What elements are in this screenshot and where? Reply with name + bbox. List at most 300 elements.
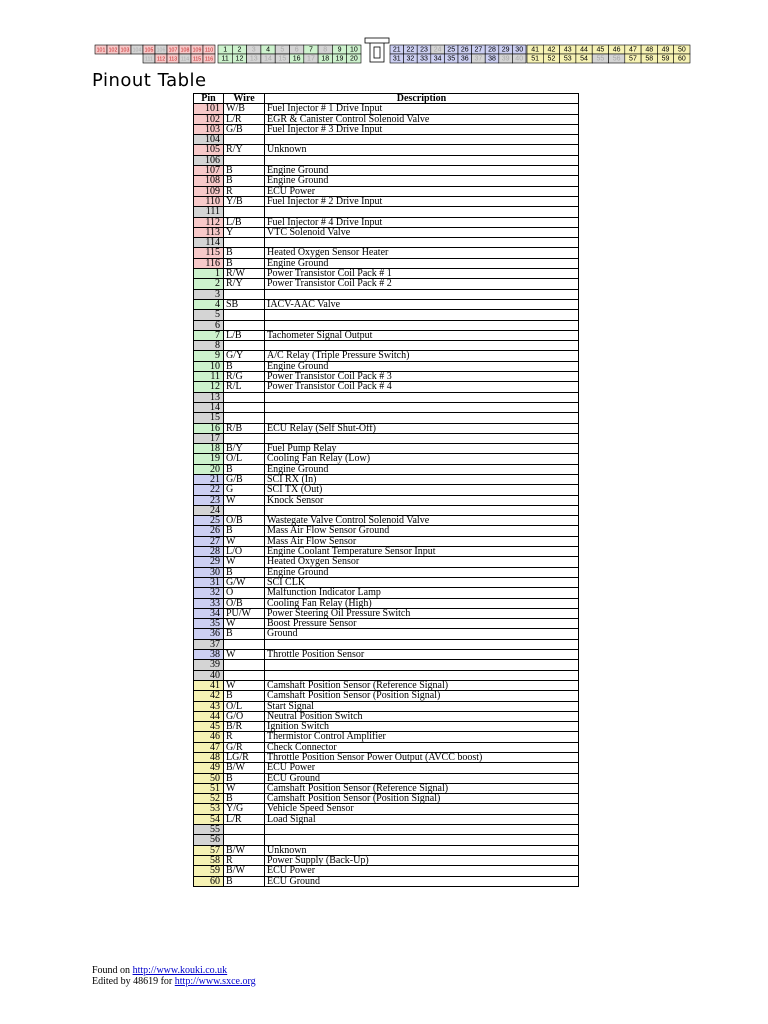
footer-found-text: Found on <box>92 965 133 976</box>
description-cell: SCI CLK <box>265 577 579 587</box>
description-cell: Tachometer Signal Output <box>265 330 579 340</box>
table-row <box>194 814 579 824</box>
description-cell: Unknown <box>265 845 579 855</box>
pin-cell: 35 <box>194 619 224 629</box>
description-cell: Engine Ground <box>265 258 579 268</box>
connector-pin-label: 105 <box>144 47 154 54</box>
wire-cell: LG/R <box>224 753 265 763</box>
pin-cell: 27 <box>194 536 224 546</box>
description-cell: Power Steering Oil Pressure Switch <box>265 608 579 618</box>
connector-pin-label: 5 <box>280 46 285 54</box>
connector-pin-label: 102 <box>108 47 118 54</box>
connector-pin-label: 2 <box>237 46 242 54</box>
table-row <box>194 670 579 680</box>
pin-cell: 30 <box>194 567 224 577</box>
pin-cell: 6 <box>194 320 224 330</box>
table-row <box>194 413 579 423</box>
description-cell: Cooling Fan Relay (High) <box>265 598 579 608</box>
connector-pin-label: 44 <box>580 46 588 54</box>
pin-cell: 16 <box>194 423 224 433</box>
table-row <box>194 382 579 392</box>
table-row <box>194 485 579 495</box>
table-row <box>194 279 579 289</box>
connector-pin-label: 42 <box>547 46 556 54</box>
connector-pin-label: 30 <box>515 46 524 54</box>
description-cell: Load Signal <box>265 814 579 824</box>
description-cell: Camshaft Position Sensor (Position Signal) <box>265 794 579 804</box>
wire-cell <box>224 289 265 299</box>
description-cell: ECU Power <box>265 763 579 773</box>
connector-pin-label: 108 <box>180 47 190 54</box>
wire-cell: L/R <box>224 814 265 824</box>
table-row <box>194 474 579 484</box>
connector-pin-label: 21 <box>392 46 401 54</box>
connector-pin-label: 13 <box>249 55 258 63</box>
description-cell <box>265 392 579 402</box>
table-row <box>194 114 579 124</box>
connector-pin-label: 10 <box>349 46 358 54</box>
wire-cell: G/Y <box>224 351 265 361</box>
table-row <box>194 464 579 474</box>
connector-pin-label: 1 <box>223 46 228 54</box>
table-row <box>194 557 579 567</box>
wire-cell <box>224 392 265 402</box>
pin-cell: 11 <box>194 372 224 382</box>
table-row <box>194 495 579 505</box>
table-row <box>194 660 579 670</box>
connector-pin-label: 11 <box>221 55 229 63</box>
description-cell: Mass Air Flow Sensor Ground <box>265 526 579 536</box>
pin-cell: 3 <box>194 289 224 299</box>
description-cell: Start Signal <box>265 701 579 711</box>
wire-cell: G <box>224 485 265 495</box>
pin-cell: 19 <box>194 454 224 464</box>
footer-edited-line <box>92 977 256 988</box>
pin-cell: 7 <box>194 330 224 340</box>
connector-pin-label: 109 <box>192 47 202 54</box>
table-row <box>194 145 579 155</box>
page-title: Pinout Table <box>92 70 207 91</box>
wire-cell: B <box>224 629 265 639</box>
table-row <box>194 516 579 526</box>
description-cell: ECU Ground <box>265 876 579 886</box>
pinout-table <box>193 93 579 887</box>
wire-cell: Y <box>224 227 265 237</box>
description-cell <box>265 825 579 835</box>
connector-pin-label: 101 <box>96 47 106 54</box>
wire-cell <box>224 341 265 351</box>
description-cell: Check Connector <box>265 742 579 752</box>
description-cell <box>265 433 579 443</box>
connector-pin-label: 14 <box>264 55 272 63</box>
description-cell: Fuel Injector # 3 Drive Input <box>265 124 579 134</box>
table-row <box>194 567 579 577</box>
description-cell: Engine Ground <box>265 567 579 577</box>
wire-cell: R <box>224 732 265 742</box>
connector-pin-label: 115 <box>192 56 202 63</box>
table-row <box>194 392 579 402</box>
connector-pin-label: 112 <box>156 56 166 63</box>
description-cell: Camshaft Position Sensor (Reference Signal) <box>265 680 579 690</box>
table-row <box>194 753 579 763</box>
pin-cell: 55 <box>194 825 224 835</box>
description-cell <box>265 835 579 845</box>
description-cell: ECU Relay (Self Shut-Off) <box>265 423 579 433</box>
wire-cell: L/B <box>224 330 265 340</box>
pin-cell: 22 <box>194 485 224 495</box>
connector-pin-label: 48 <box>645 46 654 54</box>
connector-pin-label: 37 <box>474 55 483 63</box>
description-cell: Power Transistor Coil Pack # 1 <box>265 269 579 279</box>
description-cell: Vehicle Speed Sensor <box>265 804 579 814</box>
description-cell <box>265 207 579 217</box>
pin-cell: 107 <box>194 166 224 176</box>
description-cell: Camshaft Position Sensor (Reference Signal) <box>265 783 579 793</box>
table-row <box>194 855 579 865</box>
table-row <box>194 104 579 114</box>
pin-cell: 41 <box>194 680 224 690</box>
wire-cell <box>224 639 265 649</box>
description-cell: Throttle Position Sensor Power Output (AVCC boost) <box>265 753 579 763</box>
description-cell: Cooling Fan Relay (Low) <box>265 454 579 464</box>
wire-cell: O/L <box>224 701 265 711</box>
description-cell: A/C Relay (Triple Pressure Switch) <box>265 351 579 361</box>
wire-cell: R/W <box>224 269 265 279</box>
wire-cell: L/R <box>224 114 265 124</box>
wire-cell: B <box>224 526 265 536</box>
description-cell: Engine Coolant Temperature Sensor Input <box>265 547 579 557</box>
pin-cell: 12 <box>194 382 224 392</box>
wire-cell: B <box>224 876 265 886</box>
description-cell: ECU Power <box>265 866 579 876</box>
description-cell: Engine Ground <box>265 166 579 176</box>
description-cell <box>265 670 579 680</box>
pin-cell: 101 <box>194 104 224 114</box>
description-cell <box>265 639 579 649</box>
table-row <box>194 186 579 196</box>
wire-cell <box>224 505 265 515</box>
wire-cell: B <box>224 176 265 186</box>
table-row <box>194 289 579 299</box>
pin-cell: 21 <box>194 474 224 484</box>
connector-pin-label: 41 <box>531 46 540 54</box>
pin-cell: 32 <box>194 588 224 598</box>
connector-pin-label: 35 <box>447 55 456 63</box>
connector-pin-label: 3 <box>251 46 256 54</box>
description-cell: Ground <box>265 629 579 639</box>
wire-cell: B/W <box>224 763 265 773</box>
pin-cell: 56 <box>194 835 224 845</box>
pin-cell: 49 <box>194 763 224 773</box>
pin-cell: 36 <box>194 629 224 639</box>
table-row <box>194 217 579 227</box>
table-row <box>194 361 579 371</box>
wire-cell: W/B <box>224 104 265 114</box>
table-row <box>194 577 579 587</box>
pin-cell: 42 <box>194 691 224 701</box>
description-cell: Engine Ground <box>265 464 579 474</box>
pin-cell: 51 <box>194 783 224 793</box>
pin-cell: 109 <box>194 186 224 196</box>
table-row <box>194 423 579 433</box>
connector-pin-label: 55 <box>596 55 605 63</box>
sxce-link[interactable]: http://www.sxce.org <box>174 975 256 987</box>
table-row <box>194 536 579 546</box>
pin-cell: 24 <box>194 505 224 515</box>
wire-cell: R/Y <box>224 279 265 289</box>
table-row <box>194 722 579 732</box>
connector-pin-label: 106 <box>156 47 166 54</box>
connector-pin-label: 4 <box>266 46 271 54</box>
connector-pin-label: 53 <box>563 55 572 63</box>
table-row <box>194 166 579 176</box>
table-row <box>194 135 579 145</box>
table-row <box>194 196 579 206</box>
connector-pin-label: 7 <box>308 46 313 54</box>
connector-pin-label: 104 <box>132 47 142 54</box>
wire-cell: B <box>224 166 265 176</box>
connector-pin-label: 20 <box>349 55 358 63</box>
pin-cell: 60 <box>194 876 224 886</box>
table-row <box>194 547 579 557</box>
pin-cell: 8 <box>194 341 224 351</box>
pin-cell: 43 <box>194 701 224 711</box>
pin-cell: 39 <box>194 660 224 670</box>
pin-cell: 10 <box>194 361 224 371</box>
table-row <box>194 526 579 536</box>
description-cell <box>265 135 579 145</box>
connector-pin-label: 18 <box>321 55 330 63</box>
table-row <box>194 639 579 649</box>
pin-cell: 29 <box>194 557 224 567</box>
header-description: Description <box>265 94 579 104</box>
wire-cell <box>224 402 265 412</box>
pin-cell: 2 <box>194 279 224 289</box>
table-row <box>194 691 579 701</box>
pin-cell: 34 <box>194 608 224 618</box>
table-row <box>194 248 579 258</box>
connector-pin-label: 23 <box>420 46 428 54</box>
pin-cell: 102 <box>194 114 224 124</box>
pin-cell: 110 <box>194 196 224 206</box>
description-cell: Fuel Injector # 4 Drive Input <box>265 217 579 227</box>
wire-cell <box>224 238 265 248</box>
description-cell: ECU Power <box>265 186 579 196</box>
wire-cell <box>224 320 265 330</box>
table-row <box>194 310 579 320</box>
description-cell: Fuel Injector # 1 Drive Input <box>265 104 579 114</box>
wire-cell: W <box>224 536 265 546</box>
table-row <box>194 505 579 515</box>
connector-pin-label: 36 <box>460 55 469 63</box>
pin-cell: 40 <box>194 670 224 680</box>
connector-pin-label: 27 <box>474 46 483 54</box>
pin-cell: 44 <box>194 711 224 721</box>
wire-cell <box>224 155 265 165</box>
description-cell: Fuel Pump Relay <box>265 444 579 454</box>
table-row <box>194 433 579 443</box>
connector-pin-label: 52 <box>547 55 556 63</box>
wire-cell: PU/W <box>224 608 265 618</box>
table-row <box>194 866 579 876</box>
connector-latch-tab <box>365 38 389 43</box>
pin-cell: 59 <box>194 866 224 876</box>
connector-pin-label: 113 <box>168 56 178 63</box>
wire-cell: R <box>224 186 265 196</box>
description-cell: Ignition Switch <box>265 722 579 732</box>
pin-cell: 26 <box>194 526 224 536</box>
connector-pin-label: 51 <box>531 55 540 63</box>
pin-cell: 14 <box>194 402 224 412</box>
description-cell: ECU Ground <box>265 773 579 783</box>
wire-cell: G/B <box>224 474 265 484</box>
pin-cell: 111 <box>194 207 224 217</box>
wire-cell: B <box>224 794 265 804</box>
wire-cell: O/L <box>224 454 265 464</box>
table-row <box>194 619 579 629</box>
description-cell: Camshaft Position Sensor (Position Signal) <box>265 691 579 701</box>
pin-cell: 37 <box>194 639 224 649</box>
connector-pin-label: 29 <box>501 46 510 54</box>
table-row <box>194 372 579 382</box>
description-cell <box>265 660 579 670</box>
table-row <box>194 454 579 464</box>
wire-cell: R/Y <box>224 145 265 155</box>
pin-cell: 52 <box>194 794 224 804</box>
table-row <box>194 650 579 660</box>
wire-cell: Y/G <box>224 804 265 814</box>
wire-cell: R <box>224 855 265 865</box>
table-row <box>194 629 579 639</box>
table-row <box>194 320 579 330</box>
table-row <box>194 763 579 773</box>
pin-cell: 54 <box>194 814 224 824</box>
pin-cell: 114 <box>194 238 224 248</box>
pin-cell: 38 <box>194 650 224 660</box>
connector-pin-label: 33 <box>420 55 428 63</box>
pin-cell: 20 <box>194 464 224 474</box>
table-row <box>194 176 579 186</box>
description-cell: IACV-AAC Valve <box>265 299 579 309</box>
pin-cell: 103 <box>194 124 224 134</box>
table-row <box>194 269 579 279</box>
wire-cell <box>224 135 265 145</box>
wire-cell: O <box>224 588 265 598</box>
table-row <box>194 588 579 598</box>
wire-cell: O/B <box>224 516 265 526</box>
connector-pin-label: 58 <box>645 55 654 63</box>
pin-cell: 9 <box>194 351 224 361</box>
table-row <box>194 773 579 783</box>
description-cell <box>265 402 579 412</box>
pin-cell: 5 <box>194 310 224 320</box>
connector-pin-label: 31 <box>392 55 401 63</box>
description-cell: Unknown <box>265 145 579 155</box>
table-row <box>194 444 579 454</box>
connector-pin-label: 50 <box>677 46 686 54</box>
connector-pin-label: 49 <box>661 46 670 54</box>
connector-pin-label: 25 <box>447 46 456 54</box>
header-pin: Pin <box>194 94 224 104</box>
kouki-link[interactable]: http://www.kouki.co.uk <box>132 965 228 976</box>
wire-cell: B <box>224 248 265 258</box>
wire-cell: Y/B <box>224 196 265 206</box>
pin-cell: 50 <box>194 773 224 783</box>
wire-cell <box>224 433 265 443</box>
wire-cell <box>224 835 265 845</box>
connector-latch-slot <box>374 47 380 58</box>
wire-cell: B <box>224 258 265 268</box>
table-row <box>194 330 579 340</box>
pin-cell: 28 <box>194 547 224 557</box>
description-cell: Power Supply (Back-Up) <box>265 855 579 865</box>
connector-pin-label: 38 <box>488 55 496 63</box>
wire-cell: B/W <box>224 866 265 876</box>
connector-pin-label: 9 <box>337 46 342 54</box>
pin-cell: 105 <box>194 145 224 155</box>
wire-cell: R/G <box>224 372 265 382</box>
connector-pin-label: 24 <box>433 46 442 54</box>
pin-cell: 15 <box>194 413 224 423</box>
pin-cell: 106 <box>194 155 224 165</box>
connector-pin-label: 110 <box>204 47 214 54</box>
pin-cell: 23 <box>194 495 224 505</box>
wire-cell: G/O <box>224 711 265 721</box>
pin-cell: 115 <box>194 248 224 258</box>
table-row <box>194 155 579 165</box>
description-cell: Heated Oxygen Sensor Heater <box>265 248 579 258</box>
wire-cell: W <box>224 783 265 793</box>
connector-pin-label: 34 <box>433 55 442 63</box>
wire-cell: SB <box>224 299 265 309</box>
connector-diagram <box>94 37 692 64</box>
description-cell: Thermistor Control Amplifier <box>265 732 579 742</box>
wire-cell: R/B <box>224 423 265 433</box>
wire-cell: B/R <box>224 722 265 732</box>
connector-pin-label: 32 <box>406 55 415 63</box>
wire-cell: B/Y <box>224 444 265 454</box>
table-row <box>194 680 579 690</box>
pin-cell: 45 <box>194 722 224 732</box>
wire-cell <box>224 825 265 835</box>
wire-cell: B <box>224 567 265 577</box>
table-row <box>194 598 579 608</box>
description-cell: Power Transistor Coil Pack # 4 <box>265 382 579 392</box>
description-cell: Knock Sensor <box>265 495 579 505</box>
description-cell: SCI RX (In) <box>265 474 579 484</box>
table-row <box>194 124 579 134</box>
connector-pin-label: 28 <box>488 46 496 54</box>
description-cell: Fuel Injector # 2 Drive Input <box>265 196 579 206</box>
description-cell: SCI TX (Out) <box>265 485 579 495</box>
connector-pin-label: 16 <box>292 55 301 63</box>
wire-cell: B <box>224 773 265 783</box>
description-cell: Engine Ground <box>265 361 579 371</box>
pin-cell: 18 <box>194 444 224 454</box>
connector-pin-label: 26 <box>460 46 469 54</box>
connector-pin-label: 15 <box>278 55 287 63</box>
table-row <box>194 608 579 618</box>
connector-pin-label: 19 <box>335 55 344 63</box>
table-row <box>194 711 579 721</box>
pin-cell: 112 <box>194 217 224 227</box>
pin-cell: 53 <box>194 804 224 814</box>
connector-pin-label: 45 <box>596 46 605 54</box>
wire-cell: L/O <box>224 547 265 557</box>
description-cell: Neutral Position Switch <box>265 711 579 721</box>
wire-cell: R/L <box>224 382 265 392</box>
pin-cell: 47 <box>194 742 224 752</box>
